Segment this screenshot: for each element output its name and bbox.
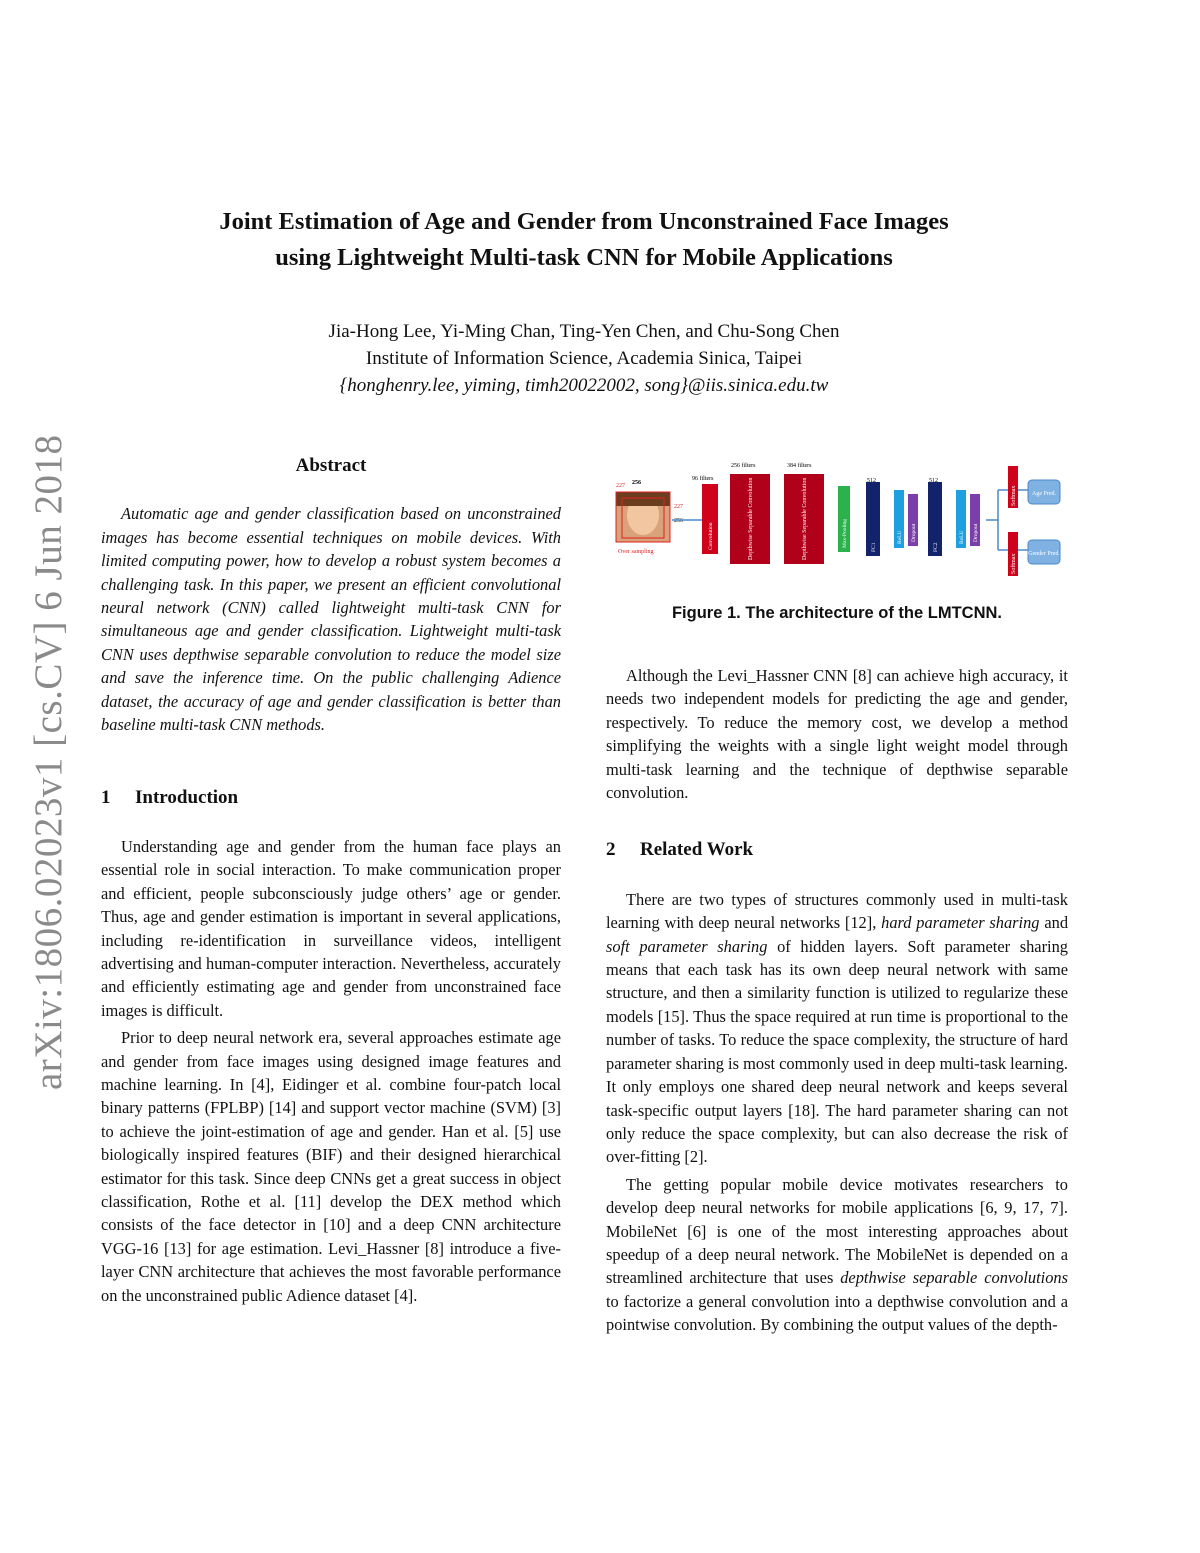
related-paragraph-1	[606, 888, 1068, 1169]
section-title: Introduction	[135, 787, 239, 809]
term-depthwise: depthwise separable convolutions	[840, 1268, 1068, 1288]
related-p1-and: and	[1044, 913, 1069, 933]
related-p1-text-a: There are two types of structures commonly used in multi-task learning with deep neural networks [12],	[606, 889, 1068, 933]
related-p1-text-b: of hidden layers. Soft parameter sharing means that each task has its own deep neural network with same structure, and then a similarity function is utilized to regularize these models [15]. Thus the space required at run time is proportional to the number of tasks. To reduce the space complexity, the structure of hard parameter sharing is most commonly used in deep multi-task learning. It only employs one shared deep neural network and keeps several task-specific output layers [18]. The hard parameter sharing can not only reduce the space complexity, but can also decrease the risk of over-fitting [2].	[606, 936, 1068, 1167]
author-affiliation: Institute of Information Science, Academia Sinica, Taipei	[365, 348, 803, 369]
layer-label: FC1	[871, 542, 877, 552]
input-face-image	[616, 492, 670, 542]
input-size-label-2: 256	[674, 518, 683, 524]
section-heading-introduction	[101, 786, 561, 809]
section-heading-related-work	[606, 838, 1068, 861]
term-hard-sharing: hard parameter sharing	[881, 913, 1040, 933]
layer-label: Depthwise Separable Convolution	[748, 477, 754, 560]
related-paragraph-2	[606, 1173, 1068, 1337]
related-p2-text-a: The getting popular mobile device motivates researchers to develop deep neural networks for mobile applications [6, 9, 17, 7]. MobileNet [6] is one of the most interesting approaches about speedup of a deep neural network. The MobileNet is depended on a streamlined architecture that uses	[606, 1174, 1068, 1288]
abstract-heading: Abstract	[295, 455, 367, 476]
dim-label-1: 96 filters	[692, 476, 714, 482]
layer-label: ReLU	[959, 530, 965, 544]
gender-prediction-label: Gender Pred.	[1028, 551, 1060, 557]
section-number-related: 2	[606, 839, 616, 861]
abstract-text: Automatic age and gender classification based on unconstrained images has become essential techniques on mobile devices. With limited computing power, how to develop a robust system becomes a challenging task. In this paper, we present an efficient convolutional neural network (CNN) called lightweight multi-task CNN for simultaneous age and gender classification. Lightweight multi-task CNN uses depthwise separable convolution to reduce the model size and save the inference time. On the public challenging Adience dataset, the accuracy of age and gender classification is better than baseline multi-task CNN methods.	[101, 504, 561, 735]
age-prediction-label: Age Pred.	[1032, 491, 1056, 497]
right-column	[606, 664, 1068, 1337]
layer-label: FC2	[933, 542, 939, 552]
softmax-label-gender: Softmax	[1011, 553, 1017, 574]
dim-label-3: 384 filters	[787, 463, 812, 469]
col2-paragraph-1: Although the Levi_Hassner CNN [8] can achieve high accuracy, it needs two independent models for predicting the age and gender, respectively. To reduce the memory cost, we develop a method simplifying the weights with a single light weight model through multi-task learning and the technique of depthwise separable convolution.	[606, 666, 1068, 803]
layer-label: Dropout	[973, 523, 979, 542]
dim-label-2: 256 filters	[731, 463, 756, 469]
layer-label: Dropout	[911, 523, 917, 542]
layer-label: ReLU	[897, 530, 903, 544]
dim-label-5: 512	[929, 478, 938, 484]
section-title-related: Related Work	[640, 839, 754, 861]
crop-size-label-2: 227	[674, 504, 683, 510]
intro-paragraph-2: Prior to deep neural network era, several approaches estimate age and gender from face images using designed image features and machine learning. In [4], Eidinger et al. combine four-patch local binary patterns (FPLBP) [14] and support vector machine (SVM) [3] to achieve the joint-estimation of age and gender. Han et al. [5] use biologically inspired features (BIF) and their designed hierarchical estimator for this task. Since deep CNNs get a great success in object classification, Rothe et al. [11] develop the DEX method which consists of the face detector in [10] and a deep CNN architecture VGG-16 [13] for age estimation. Levi_Hassner [8] introduce a five-layer CNN architecture that achieves the most favorable performance on the unconstrained public Adience dataset [4].	[101, 1028, 561, 1305]
layer-blocks	[702, 474, 980, 564]
author-block	[100, 318, 1068, 399]
paper-title	[100, 204, 1068, 276]
crop-caption: Over sampling	[618, 549, 654, 555]
left-column	[101, 454, 561, 1307]
term-soft-sharing: soft parameter sharing	[606, 936, 768, 956]
softmax-label-age: Softmax	[1011, 485, 1017, 506]
figure-caption: Figure 1. The architecture of the LMTCNN.	[671, 604, 1003, 622]
layer-label: Convolution	[708, 522, 714, 550]
author-names: Jia-Hong Lee, Yi-Ming Chan, Ting-Yen Chen, and Chu-Song Chen	[328, 321, 840, 342]
dim-label-4: 512	[867, 478, 876, 484]
title-line-2: using Lightweight Multi-task CNN for Mobile Applications	[275, 244, 893, 271]
input-size-label: 256	[632, 480, 641, 486]
layer-label: Depthwise Separable Convolution	[802, 477, 808, 560]
title-line-1: Joint Estimation of Age and Gender from Unconstrained Face Images	[219, 208, 949, 235]
architecture-figure	[612, 460, 1064, 580]
section-number: 1	[101, 787, 111, 809]
arxiv-stamp: arXiv:1806.02023v1 [cs.CV] 6 Jun 2018	[27, 434, 70, 1090]
author-emails: {honghenry.lee, yiming, timh20022002, song}@iis.sinica.edu.tw	[339, 375, 829, 396]
related-p2-text-b: to factorize a general convolution into a depthwise convolution and a pointwise convolution. By combining the output values of the depth-	[606, 1291, 1068, 1335]
intro-paragraph-1: Understanding age and gender from the human face plays an essential role in social interaction. To make communication proper and efficient, people subconsciously judge others’ age or gender. Thus, age and gender estimation is important in several applications, including re-identification in surveillance videos, intelligent advertising and human-computer interaction. Nevertheless, accurately and efficiently estimating age and gender from unconstrained face images is difficult.	[101, 836, 561, 1020]
crop-size-label: 227	[616, 483, 625, 489]
layer-label: Max-Pooling	[842, 518, 848, 548]
